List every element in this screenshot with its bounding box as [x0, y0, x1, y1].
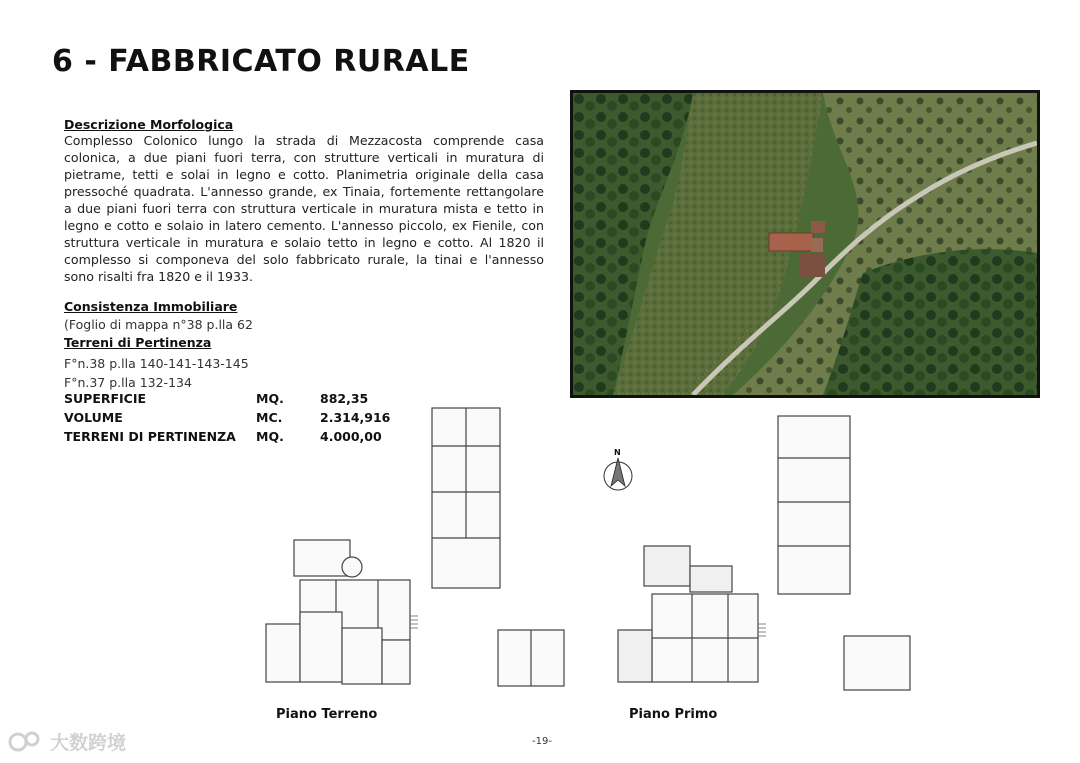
description-text: Complesso Colonico lungo la strada di Mezzacosta comprende casa colonica, a due piani fuori terra, con strutture verticali in muratura di pietrame, tetti e solai in legno e cotto. Planimetria originale della casa pressoché quadrata. L'annesso grande, ex Tinaia, fortemente rettangolare a due piani fuori terra con struttura verticale in muratura mista e tetto in legno e cotto e solaio in latero cemento. L'annesso piccolo, ex Fienile, con struttura verticale in muratura e solaio tetto in legno e cotto. Al 1820 il complesso si componeva del solo fabbricato rurale, la tinai e l'annesso sono risalti fra 1820 e il 1933. — [64, 133, 544, 284]
metric-label: SUPERFICIE — [64, 391, 147, 406]
section-heading-terreni: Terreni di Pertinenza — [64, 335, 212, 350]
floor-plans-drawing — [260, 402, 940, 702]
terreni-line-1: F°n.38 p.lla 140-141-143-145 — [64, 356, 249, 371]
watermark-text: 大数跨境 — [50, 732, 127, 754]
metric-unit: MQ. — [256, 429, 284, 444]
aerial-photo — [570, 90, 1040, 398]
watermark-logo-icon — [8, 729, 44, 755]
terreni-line-2: F°n.37 p.lla 132-134 — [64, 375, 192, 390]
foglio-line: (Foglio di mappa n°38 p.lla 62 — [64, 317, 253, 332]
metric-label: VOLUME — [64, 410, 123, 425]
page-number: -19- — [532, 736, 552, 747]
metric-label: TERRENI DI PERTINENZA — [64, 429, 236, 444]
caption-piano-primo: Piano Primo — [629, 707, 718, 722]
page-title: 6 - FABBRICATO RURALE — [52, 44, 470, 79]
north-letter: N — [614, 448, 621, 457]
floor-plans — [260, 402, 940, 706]
metric-value: 882,35 — [320, 391, 369, 406]
annex-first — [778, 416, 850, 594]
caption-piano-terreno: Piano Terreno — [276, 707, 378, 722]
north-arrow-icon — [600, 448, 636, 492]
metric-value: 4.000,00 — [320, 429, 382, 444]
metric-unit: MC. — [256, 410, 283, 425]
section-heading-descrizione: Descrizione Morfologica — [64, 117, 234, 132]
watermark — [8, 728, 126, 755]
section-heading-consistenza: Consistenza Immobiliare — [64, 299, 238, 314]
metric-value: 2.314,916 — [320, 410, 391, 425]
metric-unit: MQ. — [256, 391, 284, 406]
